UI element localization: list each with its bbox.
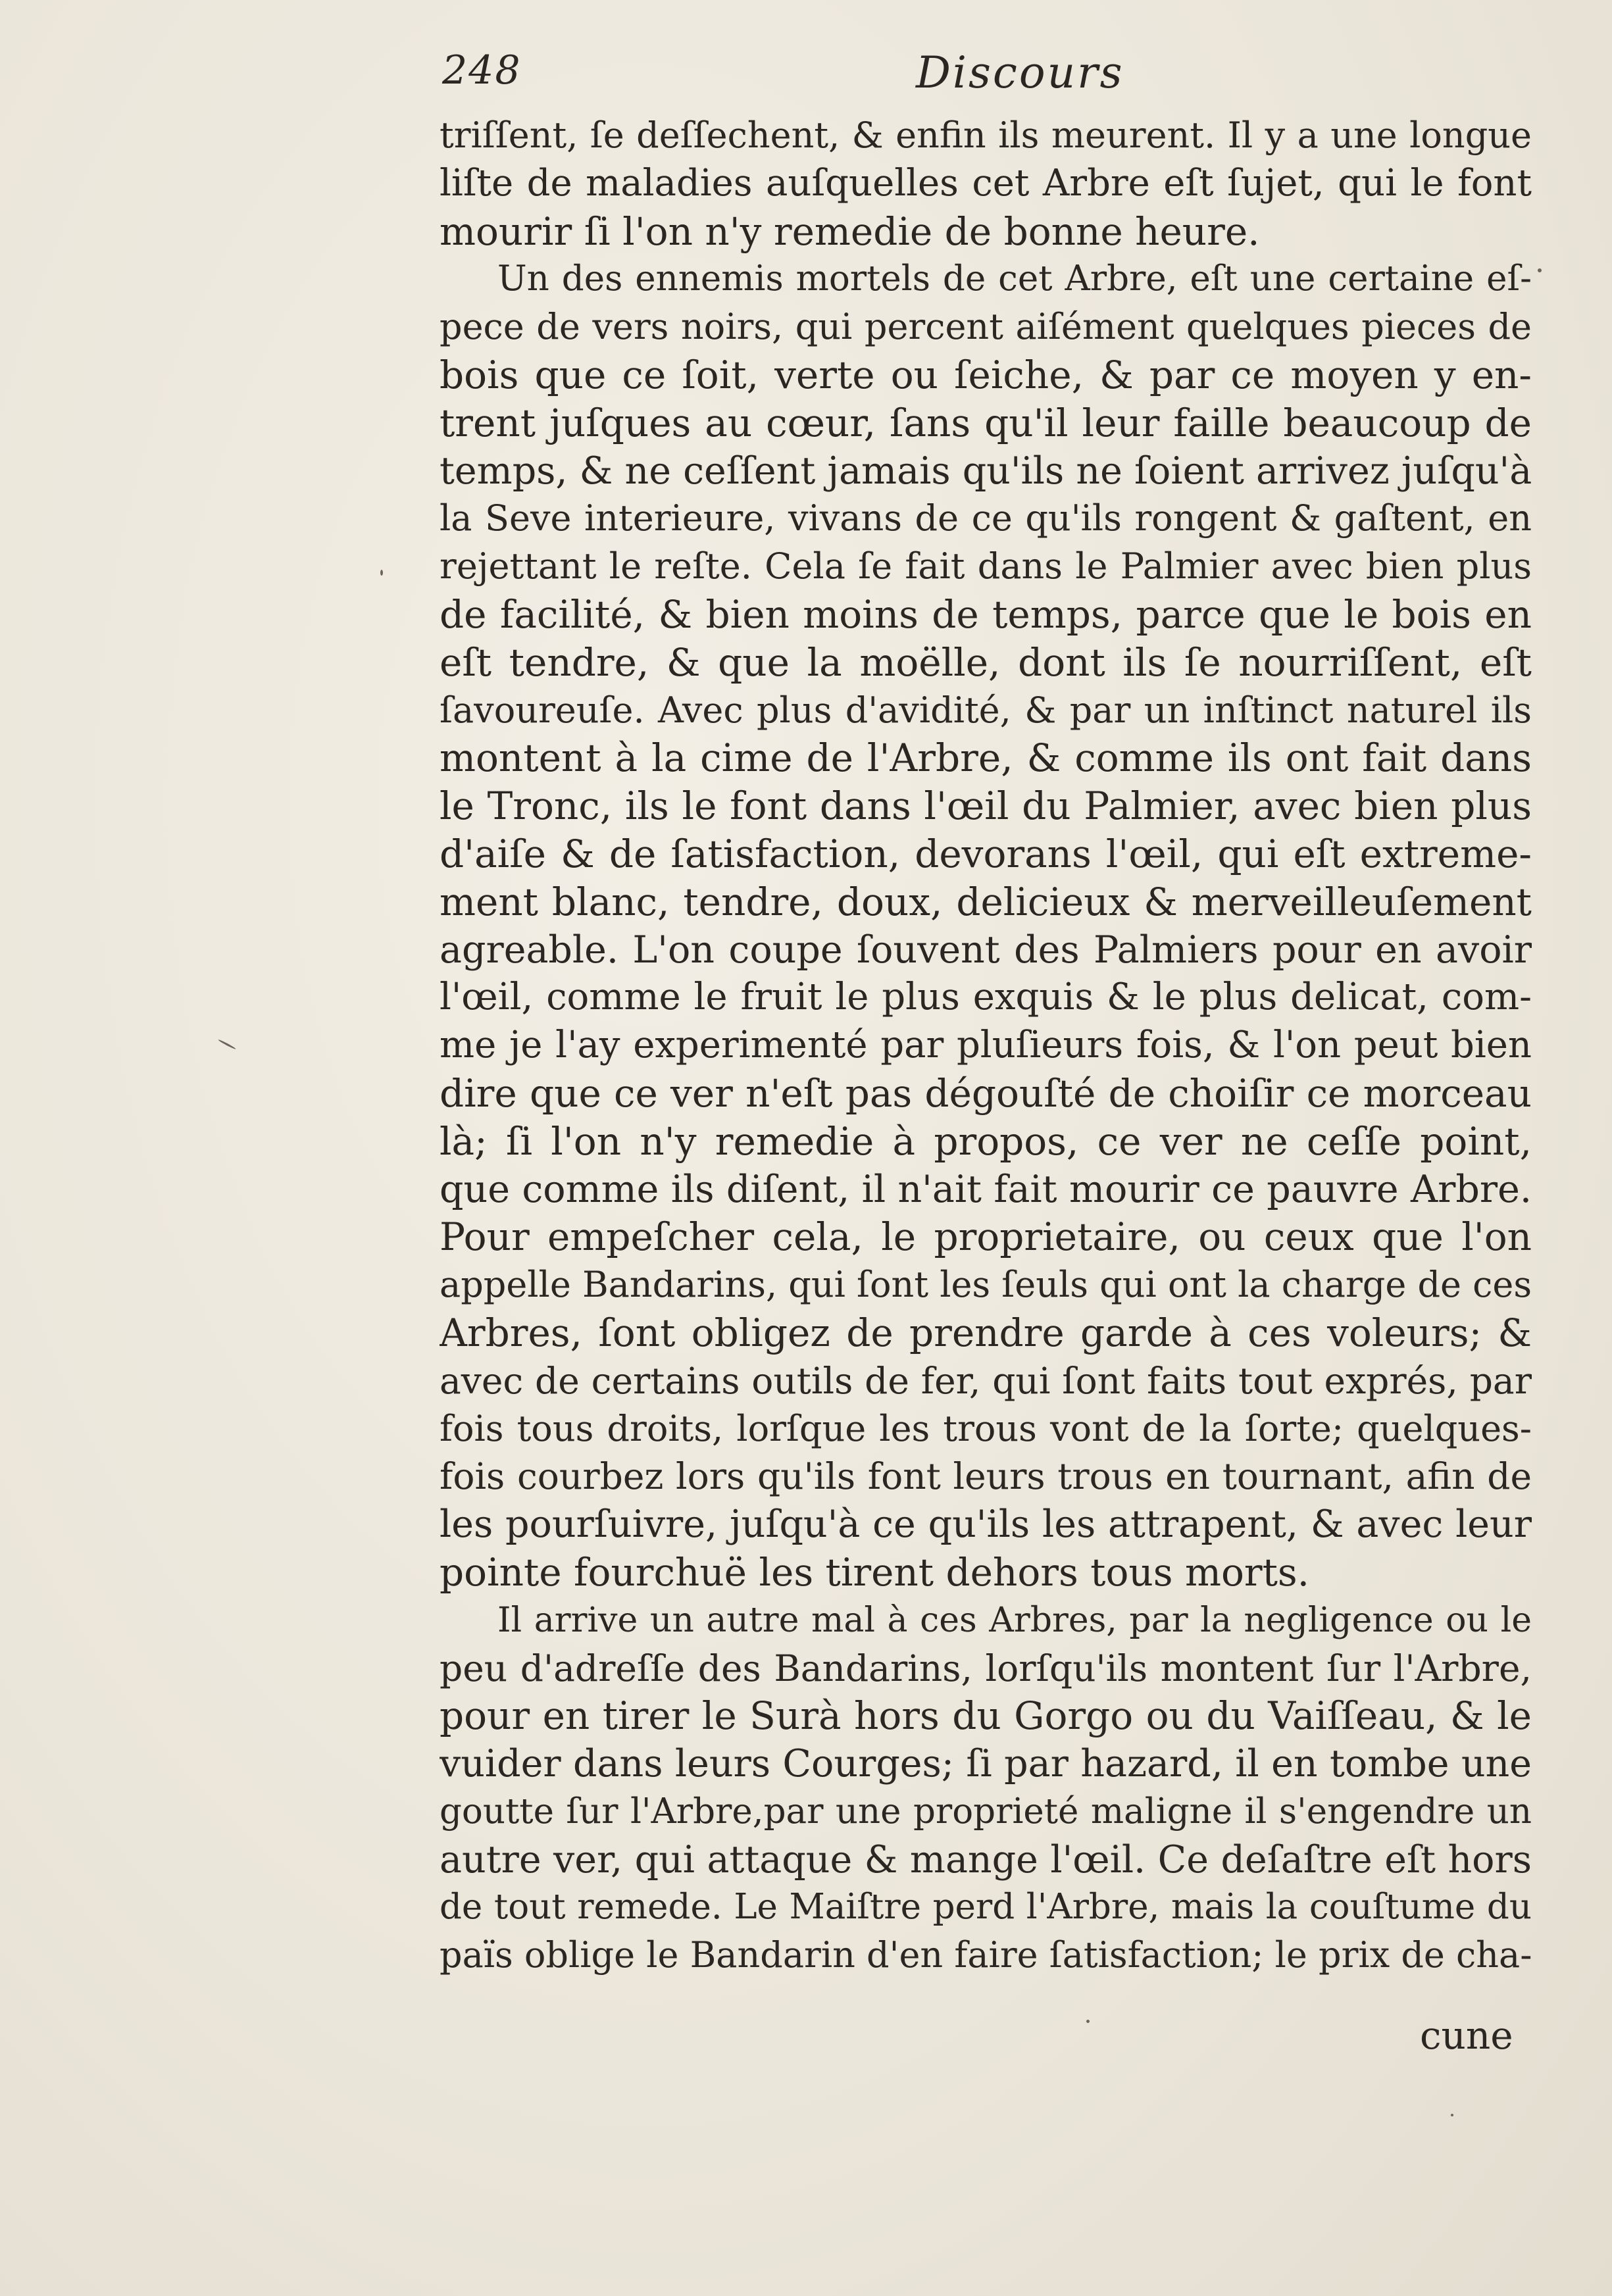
text-line: goutte ſur l'Arbre,par une proprieté maligne il s'engendre un bbox=[440, 1791, 1532, 1832]
text-line: trent juſques au cœur, ſans qu'il leur faille beaucoup de bbox=[440, 400, 1532, 445]
text-line: pour en tirer le Surà hors du Gorgo ou du Vaiſſeau, & le bbox=[440, 1693, 1532, 1739]
margin-speck bbox=[380, 570, 383, 576]
page-number: 248 bbox=[442, 47, 522, 93]
page-header bbox=[442, 47, 1521, 107]
text-line: là; ſi l'on n'y remedie à propos, ce ver ne ceſſe point, bbox=[440, 1118, 1532, 1164]
text-line: Il arrive un autre mal à ces Arbres, par la negligence ou le bbox=[497, 1600, 1532, 1640]
text-line: mourir ſi l'on n'y remedie de bonne heure. bbox=[440, 209, 1260, 254]
body-text bbox=[440, 112, 1532, 1980]
text-line: Un des ennemis mortels de cet Arbre, eſt une certaine eſ- bbox=[497, 259, 1532, 299]
text-line: la Seve interieure, vivans de ce qu'ils rongent & gaſtent, en bbox=[440, 497, 1532, 539]
text-line: d'aiſe & de ſatisfaction, devorans l'œil, qui eſt extreme- bbox=[440, 831, 1532, 876]
text-line: agreable. L'on coupe ſouvent des Palmiers pour en avoir bbox=[440, 928, 1532, 972]
text-line: que comme ils diſent, il n'ait fait mourir ce pauvre Arbre. bbox=[440, 1167, 1532, 1211]
text-line: dire que ce ver n'eſt pas dégouſté de choiſir ce morceau bbox=[440, 1070, 1532, 1116]
text-line: bois que ce ſoit, verte ou ſeiche, & par ce moyen y en- bbox=[440, 352, 1532, 397]
text-line: peu d'adreſſe des Bandarins, lorſqu'ils montent ſur l'Arbre, bbox=[440, 1647, 1532, 1689]
text-line: pece de vers noirs, qui percent aiſément quelques pieces de bbox=[440, 306, 1532, 348]
margin-speck bbox=[1538, 268, 1542, 272]
text-line: de tout remede. Le Maiſtre perd l'Arbre, mais la couſtume du bbox=[440, 1887, 1532, 1928]
text-line: montent à la cime de l'Arbre, & comme ils ont fait dans bbox=[440, 736, 1532, 781]
text-line: temps, & ne ceſſent jamais qu'ils ne ſoient arrivez juſqu'à bbox=[440, 449, 1532, 493]
text-line: fois tous droits, lorſque les trous vont de la ſorte; quelques- bbox=[440, 1407, 1532, 1449]
text-line: de facilité, & bien moins de temps, parce que le bois en bbox=[440, 591, 1532, 637]
margin-speck bbox=[1451, 2114, 1453, 2116]
margin-speck bbox=[218, 1039, 236, 1050]
text-line: me je l'ay experimenté par pluſieurs fois, & l'on peut bien bbox=[440, 1024, 1532, 1067]
text-line: Arbres, ſont obligez de prendre garde à ces voleurs; & bbox=[440, 1310, 1532, 1355]
catchword: cune bbox=[1420, 2013, 1513, 2058]
text-line: autre ver, qui attaque & mange l'œil. Ce deſaſtre eſt hors bbox=[440, 1837, 1532, 1882]
text-line: appelle Bandarins, qui ſont les ſeuls qui ont la charge de ces bbox=[440, 1264, 1532, 1306]
text-line: rejettant le reſte. Cela ſe fait dans le Palmier avec bien plus bbox=[440, 545, 1532, 587]
text-line: avec de certains outils de fer, qui ſont faits tout exprés, par bbox=[440, 1359, 1532, 1402]
text-line: eſt tendre, & que la moëlle, dont ils ſe nourriſſent, eſt bbox=[440, 639, 1532, 685]
text-line: ment blanc, tendre, doux, delicieux & merveilleuſement bbox=[440, 879, 1532, 924]
text-line: le Tronc, ils le font dans l'œil du Palmier, avec bien plus bbox=[440, 784, 1532, 829]
margin-speck bbox=[1086, 2020, 1090, 2023]
text-line: ſavoureuſe. Avec plus d'avidité, & par un inſtinct naturel ils bbox=[440, 689, 1532, 731]
running-title: Discours bbox=[916, 47, 1124, 98]
text-line: vuider dans leurs Courges; ſi par hazard, il en tombe une bbox=[440, 1742, 1532, 1786]
text-line: Pour empeſcher cela, le proprietaire, ou ceux que l'on bbox=[440, 1214, 1532, 1260]
text-line: liſte de maladies auſquelles cet Arbre eſt ſujet, qui le font bbox=[440, 161, 1532, 205]
text-line: triſſent, ſe deſſechent, & enfin ils meurent. Il y a une longue bbox=[440, 114, 1532, 156]
text-line: pointe fourchuë les tirent dehors tous morts. bbox=[440, 1549, 1310, 1595]
text-line: fois courbez lors qu'ils font leurs trous en tournant, afin de bbox=[440, 1455, 1532, 1498]
text-line: païs oblige le Bandarin d'en faire ſatisfaction; le prix de cha- bbox=[440, 1934, 1532, 1976]
text-line: l'œil, comme le fruit le plus exquis & le plus delicat, com- bbox=[440, 976, 1532, 1019]
text-line: les pourſuivre, juſqu'à ce qu'ils les attrapent, & avec leur bbox=[440, 1503, 1532, 1547]
